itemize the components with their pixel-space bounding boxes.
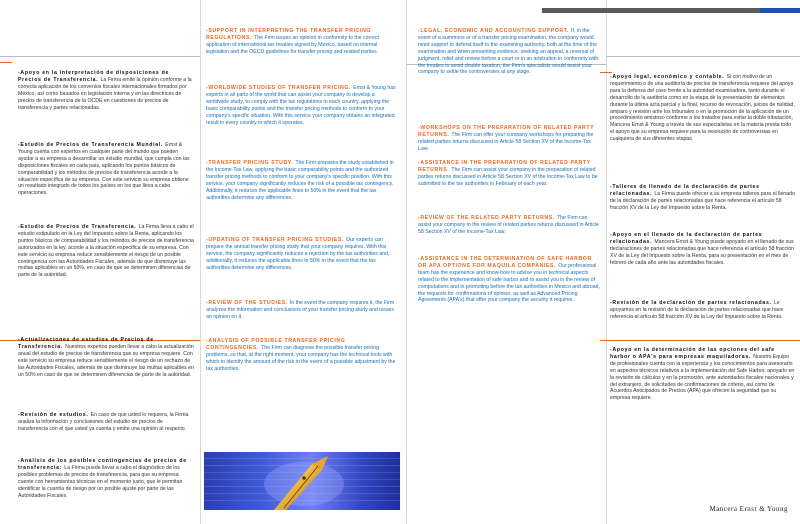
section-title: -TRANSFER PRICING STUDY. xyxy=(206,160,296,166)
section-body: Nuestros expertos pueden llevar a cabo la actualización anual del estudio de precios de transferencia que su empresa requiere. Con este servicio su empresa reduce sensiblemente el riesgo de un rechazo de las Autoridades Fiscales, además de que disminuye las multas aplicables en un 50% en caso de que se determinen diferencias de parte de la autoridad. xyxy=(18,343,194,378)
section-title: -LEGAL, ECONOMIC AND ACCOUNTING SUPPORT. xyxy=(418,28,572,34)
section-body: Nuestro Equipo de profesionales cuenta con la experiencia y los conocimientos para asesorarlo en aspectos técnicos relativos a la implementación del Safe Harbor, apoyarlo en la revisión de cálculos y en la promoción, ante autoridades fiscales nacionales y del extranjero, de solicitudes de confirmaciones de criterio, así como de Acuerdos Anticipados de Precios (APA) que ofrecen la seguridad que su empresa requiere. xyxy=(610,353,795,402)
section-body: Our professional team has the experience and know-how to advise you in technical aspects related to the implementation of safe harbor and to assist you in the review of computations and in promoting before the tax authorities in Mexico and abroad, the requests for confirmations of opinion, as well as Advanced Pricing Agreements (APA's) that offer your company the security it requires. xyxy=(418,262,600,304)
section-title: -Talleres de llenado de la declaración de partes relacionadas. xyxy=(610,184,760,197)
section-title: -Revisión de la declaración de partes relacionadas. xyxy=(610,300,774,306)
column-divider xyxy=(606,0,607,524)
section-body: Si con motivo de un requerimiento o de una auditoría de precios de transferencia requiere del apoyo para la defensa del caso frente a la autoridad examinadora, tanto durante el desarrollo de la auditoría como en la etapa de la presentación de elementos durante la última acta parcial y la final, recurso de revocación, juicios de nulidad, amparo y revisión ante los tribunales o en la promoción de la aplicación de un procedimiento amistoso conforme a los tratados para evitar la doble tributación, Mancera Ernst & Young a través de sus especialistas en la materia presta todo el apoyo que su empresa requiere para la resolución de controversias en cualquiera de sus diferentes etapas. xyxy=(610,74,795,143)
section-body: The Firm can assist your company in the preparation of related parties returns discussed in Article 58 Section XV of the Income-Tax Law to be submitted to the tax authorities in February of each year. xyxy=(418,166,598,187)
section-returns-prep-en xyxy=(418,160,602,188)
section-interpretation-es xyxy=(18,70,194,111)
section-workshops-en xyxy=(418,125,602,153)
section-title: -Apoyo en la determinación de las opciones del safe harbor o APA's para empresas maquiladoras. xyxy=(610,347,775,360)
section-updates-en xyxy=(206,237,398,272)
section-body: The Firm can assist your company in the review of related parties returns discussed in Article 58 Section XV of the Income-Tax Law. xyxy=(418,215,600,235)
section-title: -WORLDWIDE STUDIES OF TRANSFER PRICING. xyxy=(206,85,354,91)
section-title: -Actualizaciones de estudios de Precios de Transferencia. xyxy=(18,337,154,350)
section-tp-study-es xyxy=(18,224,194,279)
section-body: La Firma lleva a cabo el estudio estipulado en la Ley del Impuesto sobre la Renta, aplicando los puntos básicos de comparabilidad y los métodos de precios de transferencia autorizados en la ley, acorde a la situación específica de su empresa. Con este servicio su empresa reduce sensiblemente el riesgo de un posible contingencia con las Autoridades Fiscales, además de que disminuye las multas aplicables en un 50%, en caso de que se determinen diferencias de parte de la autoridad. xyxy=(18,224,194,279)
section-title: -ASSISTANCE IN THE PREPARATION OF RELATED PARTY RETURNS. xyxy=(418,160,591,173)
section-body: La Firma emite la opinión conforme a la correcta aplicación de los convenios fiscales internacionales firmados por México, así como basados en legislación interna y en las directrices de precios de transferencia de la OCDE en cuestiones de precios de transferencia y partes relacionadas. xyxy=(18,76,192,111)
divider-rule xyxy=(0,56,200,57)
column-divider xyxy=(200,0,201,524)
section-tp-study-en xyxy=(206,160,398,201)
section-body: Le apoyamos en la revisión de la declaración de partes relacionadas que hace referencia el artículo 58 fracción XV de la Ley del Impuesto sobre la Renta. xyxy=(610,300,784,320)
accent-rule xyxy=(0,62,12,63)
section-body: In the event the company requires it, the Firm analyzes the information and conclusions of your transfer pricing study and issues an opinion on it. xyxy=(206,300,395,320)
section-title: -Apoyo legal, económico y contable. xyxy=(610,74,727,80)
column-divider xyxy=(406,0,407,524)
section-body: Mancera Ernst & Young puede apoyarlo en el llenado de sus declaraciones de partes relacionadas que hace referencia el artículo 58 fracción XV de la Ley del Impuesto sobre la Renta, para su presentación en el mes de febrero de cada año ante las autoridades fiscales. xyxy=(610,238,794,266)
section-body: En caso de que usted lo requiera, la Firma analiza la información y conclusiones del estudio de precios de transferencia con el que usted ya cuenta y emite una opinión al respecto. xyxy=(18,412,189,432)
section-worldwide-study-es xyxy=(18,142,194,197)
section-title: -REVIEW OF THE STUDIES. xyxy=(206,300,290,306)
section-body: The Firm can diagnose the possible transfer pricing problems, so that, at the right moment, your company has the technical tools with which to identify the amount of the risk in the event of a possible adjustment by the tax authorities. xyxy=(206,344,396,372)
section-body: La Firma puede llevar a cabo el diagnóstico de los posibles problemas de precios de transferencia, para que su empresa cuente con herramientas técnicas en el momento justo, que le permitan identificar la cuantía de riesgo por un posible ajuste por parte de las Autoridades Fiscales. xyxy=(18,464,183,499)
section-safe-harbor-en xyxy=(418,256,602,304)
section-review-es xyxy=(18,412,194,433)
section-updates-es xyxy=(18,337,194,378)
section-title: -UPDATING OF TRANSFER PRICING STUDIES. xyxy=(206,237,347,243)
section-title: -Estudio de Precios de Transferencia. xyxy=(18,224,139,230)
section-title: -Estudio de Precios de Transferencia Mundial. xyxy=(18,142,166,148)
section-body: The Firm issues an opinion in conformity to the correct application of international tax treaties signed by Mexico, based on internal legislation and the OECD guidelines for transfer pricing and related parties. xyxy=(206,34,379,55)
section-returns-review-es xyxy=(610,300,796,321)
divider-rule xyxy=(606,56,800,57)
section-body: Our experts can prepare the annual transfer pricing study that your company requires. With this service, the company significantly reduces a rejection by the tax authorities and, additionally, it reduces the applicable fines to 50% in the event that the tax authorities determine any differences. xyxy=(206,237,390,271)
section-safe-harbor-es xyxy=(610,347,796,402)
section-workshops-es xyxy=(610,184,796,212)
section-interpretation-en xyxy=(206,28,398,56)
section-legal-support-es xyxy=(610,74,796,143)
section-body: Ernst & Young cuenta con expertos en cualquier parte del mundo que pueden ayudar a su empresa a desarrollar un estudio mundial, que cumpla con las disposiciones fiscales en cada país, aplicando los puntos básicos de comparabilidad y los métodos de precios de transferencia acorde a la situación específica de su empresa. Con este servicio su empresa obtiene un resultado integrado de todos los países en los que lleva a cabo operaciones. xyxy=(18,142,190,197)
section-body: Ernst & Young has experts in all parts of the world that can assist your company to develop a worldwide study, to comply with the tax regulations in each country, applying the basic comparability points and the transfer pricing methods to conform to your company's specific situation. With this service your company obtains an integrated result in every country in which it operates. xyxy=(206,85,396,126)
section-worldwide-en xyxy=(206,85,398,126)
section-title: -WORKSHOPS ON THE PREPARATION OF RELATED PARTY RETURNS. xyxy=(418,125,595,138)
section-title: -Apoyo en la interpretación de disposiciones de Precios de Transferencia. xyxy=(18,70,170,83)
section-title: -REVIEW OF THE RELATED PARTY RETURNS. xyxy=(418,215,557,221)
pen-nib-icon xyxy=(204,452,400,510)
section-contingencies-es xyxy=(18,458,194,499)
section-body: The Firm prepares the study established in the Income-Tax Law, applying the basic comparability points and the authorized transfer pricing methods to conform to your company's specific position. With this service, your company significantly reduces the risk of a possible tax contingency. Additionally, it reduces the applicable fines to 50% in the event that the tax authorities determine any differences. xyxy=(206,160,394,201)
section-title: -Análisis de los posibles contingencias de precios de transferencia: xyxy=(18,458,187,471)
section-body: If, in the event of a summons or of a transfer pricing examination, the company would need support to defend itself to the examining authority, both at the time of the examination and when presenting evidence, seeking an appeal, a reversal of judgment, relief and review before a court or in an arbitration in conformity with the treaties to avoid double taxation, the Firm's specialists would assist your company to settle the controversies at any stage. xyxy=(418,28,599,76)
header-bar-accent xyxy=(760,8,800,13)
accent-rule xyxy=(600,340,800,341)
section-title: -ASSISTANCE IN THE DETERMINATION OF SAFE HARBOR OR APA OPTIONS FOR MAQUILA COMPANIES. xyxy=(418,256,592,269)
section-legal-support-en xyxy=(418,28,602,76)
section-title: -Apoyo en el llenado de la declaración de partes relacionadas. xyxy=(610,232,763,245)
brand-footer: Mancera Ernst & Young xyxy=(709,505,788,513)
section-title: -Revisión de estudios. xyxy=(18,412,91,418)
section-body: La Firma puede ofrecer a su empresa talleres para el llenado de la declaración de partes relacionadas que hace referencia el artículo 58 fracción XV de la Ley del Impuesto sobre la Renta. xyxy=(610,190,795,211)
section-title: -SUPPORT IN INTERPRETING THE TRANSFER PRICING REGULATIONS. xyxy=(206,28,372,41)
section-body: The Firm can offer your company workshops for preparing the related parties returns discussed in Article 58 Section XV of the Income-Tax Law. xyxy=(418,131,594,152)
section-review-en xyxy=(206,300,398,321)
fountain-pen-image xyxy=(204,452,400,510)
section-title: -ANALYSIS OF POSSIBLE TRANSFER PRICING CONTINGENCIES. xyxy=(206,338,346,351)
section-returns-review-en xyxy=(418,215,602,236)
section-contingencies-en xyxy=(206,338,398,373)
section-returns-prep-es xyxy=(610,232,796,267)
